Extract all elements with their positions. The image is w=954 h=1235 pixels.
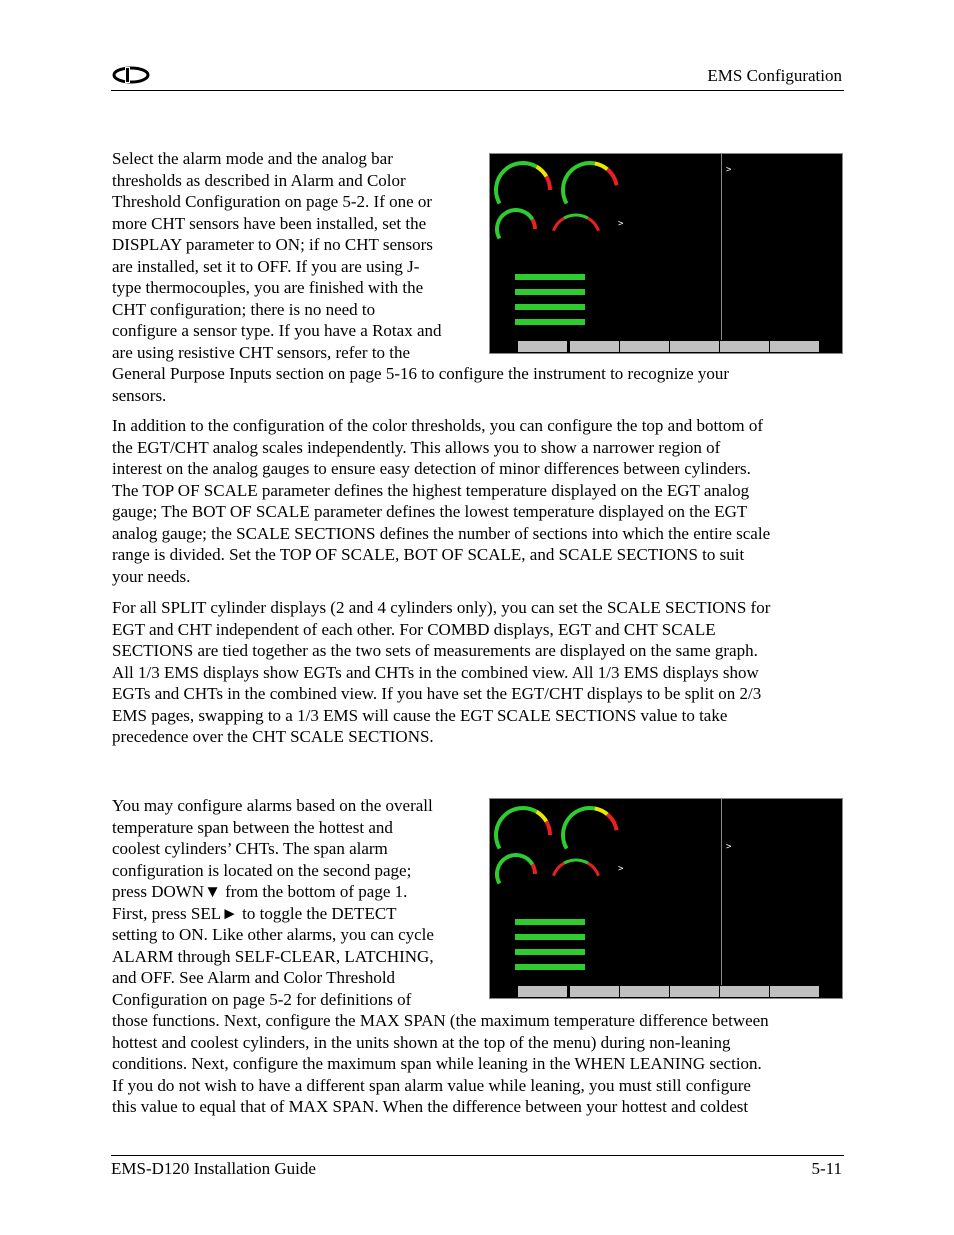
text-line: the EGT/CHT analog scales independently. This allows you to show a narrower region of xyxy=(112,437,721,457)
gauge-arc-segment xyxy=(553,218,564,231)
softkey-button[interactable] xyxy=(670,986,720,997)
text-line: Threshold Configuration on page 5-2. If one or xyxy=(112,192,433,211)
text-line: conditions. Next, configure the maximum span while leaning in the WHEN LEANING section. xyxy=(112,1054,762,1073)
text-line: All 1/3 EMS displays show EGTs and CHTs in the combined view. All 1/3 EMS displays show xyxy=(112,662,759,682)
cylinder-bar xyxy=(515,919,585,925)
cylinder-row xyxy=(490,916,625,928)
gauge-arc-segment xyxy=(595,808,608,814)
softkey-button[interactable] xyxy=(770,986,820,997)
cylinder-bar xyxy=(515,274,585,280)
text-line: For all SPLIT cylinder displays (2 and 4 cylinders only), you can set the SCALE SECTIONS for xyxy=(112,598,771,617)
text-line: precedence over the CHT SCALE SECTIONS. xyxy=(112,727,434,746)
text-line: those functions. Next, configure the MAX SPAN (the maximum temperature difference between xyxy=(112,1011,769,1030)
page-footer xyxy=(111,1155,844,1178)
text-line: DISPLAY parameter to ON; if no CHT sensors xyxy=(112,235,433,254)
text-line: You may configure alarms based on the overall xyxy=(112,796,433,815)
text-line: gauge; The BOT OF SCALE parameter defines the lowest temperature displayed on the EGT xyxy=(112,502,748,521)
gauge-arc-segment xyxy=(588,863,599,876)
gauge-arc-segment xyxy=(497,210,532,239)
gauge-arc-segment xyxy=(553,863,564,876)
cylinder-bar xyxy=(515,289,585,295)
dynon-logo-icon xyxy=(111,66,151,84)
gauge-arc-segment xyxy=(546,177,550,191)
softkey-bar xyxy=(490,341,842,353)
text-line: coolest cylinders’ CHTs. The span alarm xyxy=(112,839,388,858)
page-header xyxy=(111,60,844,91)
gauge-arc-segment xyxy=(537,812,547,822)
cylinder-bar xyxy=(515,949,585,955)
text-line: configure a sensor type. If you have a Rotax and xyxy=(112,321,442,340)
cylinder-row xyxy=(490,316,625,328)
text-line: configuration is located on the second page; xyxy=(112,860,412,880)
cylinder-row xyxy=(490,946,625,958)
text-line: temperature span between the hottest and xyxy=(112,817,393,837)
text-line: General Purpose Inputs section on page 5-16 to configure the instrument to recognize your xyxy=(112,364,730,383)
text-line: Select the alarm mode and the analog bar xyxy=(112,149,393,168)
softkey-button[interactable] xyxy=(570,341,620,352)
gauge-arc-segment xyxy=(497,855,532,884)
text-line: setting to ON. Like other alarms, you can cycle xyxy=(112,925,434,944)
text-line: and OFF. See Alarm and Color Threshold xyxy=(112,968,396,987)
text-line: thresholds as described in Alarm and Color xyxy=(112,170,406,190)
footer-guide-title: EMS-D120 Installation Guide xyxy=(111,1159,316,1178)
cylinder-row xyxy=(490,931,625,943)
cylinder-row xyxy=(490,961,625,973)
screenshot-cht-page1 xyxy=(489,153,843,354)
softkey-button[interactable] xyxy=(518,341,568,352)
softkey-button[interactable] xyxy=(518,986,568,997)
text-line: are using resistive CHT sensors, refer to the xyxy=(112,342,411,362)
footer-page-number: 5-11 xyxy=(811,1159,842,1178)
text-line: The TOP OF SCALE parameter defines the highest temperature displayed on the EGT analog xyxy=(112,480,750,500)
text-line: analog gauge; the SCALE SECTIONS defines the number of sections into which the entire scale xyxy=(112,523,771,543)
selection-arrow-icon: > xyxy=(618,864,624,874)
text-line: First, press SEL► to toggle the DETECT xyxy=(112,903,397,923)
text-line: EGT and CHT independent of each other. For COMBD displays, EGT and CHT SCALE xyxy=(112,619,716,639)
gauge-arcs-icon xyxy=(490,154,620,269)
softkey-bar xyxy=(490,986,842,998)
softkey-button[interactable] xyxy=(720,341,770,352)
softkey-button[interactable] xyxy=(570,986,620,997)
text-line: interest on the analog gauges to ensure easy detection of minor differences between cylinders. xyxy=(112,459,751,478)
cylinder-bar xyxy=(515,934,585,940)
text-line: hottest and coolest cylinders, in the units shown at the top of the menu) during non-leaning xyxy=(112,1032,731,1052)
selection-arrow-icon: > xyxy=(726,842,732,853)
selection-arrow-icon: > xyxy=(726,165,732,175)
text-line: EGTs and CHTs in the combined view. If you have set the EGT/CHT displays to be split on 2/3 xyxy=(112,684,762,703)
softkey-button[interactable] xyxy=(670,341,720,352)
cylinder-bar xyxy=(515,964,585,970)
screenshot-cht-page2 xyxy=(489,798,843,999)
text-line: more CHT sensors have been installed, set the xyxy=(112,213,427,233)
cylinder-bar xyxy=(515,304,585,310)
gauge-arc-segment xyxy=(537,167,547,177)
cylinder-row xyxy=(490,301,625,313)
text-line: EMS pages, swapping to a 1/3 EMS will cause the EGT SCALE SECTIONS value to take xyxy=(112,705,728,725)
text-line: type thermocouples, you are finished with the xyxy=(112,278,424,297)
gauge-arc-segment xyxy=(595,163,608,169)
softkey-button[interactable] xyxy=(720,986,770,997)
gauge-arc-segment xyxy=(496,163,537,204)
menu-divider xyxy=(721,154,722,340)
header-title: EMS Configuration xyxy=(707,66,842,85)
text-line: In addition to the configuration of the color thresholds, you can configure the top and bottom of xyxy=(112,416,764,435)
gauge-arc-segment xyxy=(563,163,595,204)
text-line: SECTIONS are tied together as the two sets of measurements are displayed on the same graph. xyxy=(112,641,758,660)
gauge-arc-segment xyxy=(607,814,616,830)
menu-divider xyxy=(721,799,722,985)
text-line: your needs. xyxy=(112,566,191,586)
softkey-button[interactable] xyxy=(620,341,670,352)
text-line: sensors. xyxy=(112,385,167,405)
cylinder-row xyxy=(490,286,625,298)
text-line: this value to equal that of MAX SPAN. When the difference between your hottest and coldest xyxy=(112,1097,749,1116)
gauge-arc-segment xyxy=(564,215,588,218)
text-line: are installed, set it to OFF. If you are using J- xyxy=(112,256,420,276)
text-line: ALARM through SELF-CLEAR, LATCHING, xyxy=(112,946,434,966)
selection-arrow-icon: > xyxy=(618,219,624,229)
softkey-button[interactable] xyxy=(770,341,820,352)
text-line: CHT configuration; there is no need to xyxy=(112,299,376,319)
cylinder-bar xyxy=(515,319,585,325)
gauge-arc-segment xyxy=(563,808,595,849)
text-line: press DOWN▼ from the bottom of page 1. xyxy=(112,882,408,901)
text-line: range is divided. Set the TOP OF SCALE, BOT OF SCALE, and SCALE SECTIONS to suit xyxy=(112,545,745,564)
gauge-arc-segment xyxy=(546,822,550,836)
text-line: Configuration on page 5-2 for definitions of xyxy=(112,989,412,1009)
cylinder-row xyxy=(490,271,625,283)
gauge-arcs-icon xyxy=(490,799,620,914)
gauge-arc-segment xyxy=(532,220,535,230)
softkey-button[interactable] xyxy=(620,986,670,997)
gauge-arc-segment xyxy=(607,169,616,185)
text-line: If you do not wish to have a different span alarm value while leaning, you must still configure xyxy=(112,1075,751,1095)
gauge-arc-segment xyxy=(588,218,599,231)
gauge-arc-segment xyxy=(496,808,537,849)
gauge-arc-segment xyxy=(532,865,535,875)
gauge-arc-segment xyxy=(564,860,588,863)
